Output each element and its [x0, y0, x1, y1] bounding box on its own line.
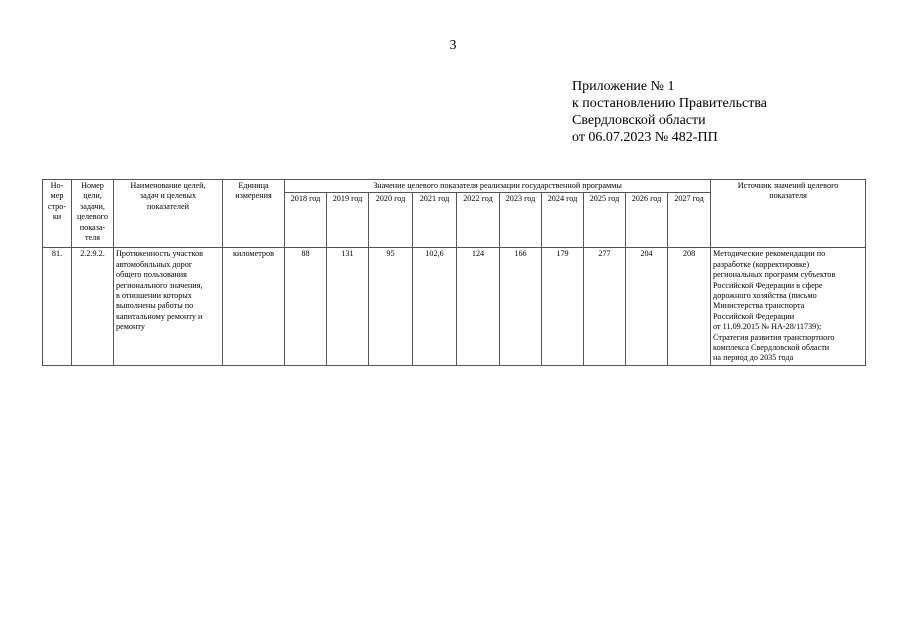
cell-text: дорожного хозяйства (письмо [713, 291, 817, 301]
header-text: показа- [79, 222, 106, 232]
header-year: 2018 год [285, 193, 327, 248]
cell-text: регионального значения, [116, 280, 203, 290]
header-year: 2019 год [327, 193, 369, 248]
cell-value-2018: 88 [285, 248, 327, 365]
header-year: 2026 год [626, 193, 668, 248]
header-name [114, 180, 223, 248]
header-text: целевого [77, 212, 108, 222]
cell-text: автомобильных дорог [116, 259, 193, 269]
header-goal-number [72, 180, 114, 248]
header-text: задачи, [80, 201, 105, 211]
cell-text: в отношении которых [116, 291, 192, 301]
header-year: 2020 год [369, 193, 413, 248]
header-year: 2027 год [668, 193, 711, 248]
header-text: измерения [235, 191, 272, 201]
cell-text: Протяженность участков [116, 249, 204, 259]
header-text: цели, [83, 191, 102, 201]
cell-text: выполнены работы по [116, 301, 194, 311]
cell-text: региональных программ субъектов [713, 270, 836, 280]
cell-source [711, 248, 866, 365]
header-values-group: Значение целевого показателя реализации государственной программы [285, 180, 711, 193]
cell-text: общего пользования [116, 270, 187, 280]
page-number: 3 [449, 38, 457, 53]
cell-value-2020: 95 [369, 248, 413, 365]
appendix-line: от 06.07.2023 № 482-ПП [572, 130, 718, 145]
header-text: Наименование целей, [130, 181, 206, 190]
header-text: мер [50, 191, 64, 201]
header-text: Но- [50, 181, 64, 190]
cell-value-2023: 166 [500, 248, 542, 365]
header-text: задач и целевых [139, 191, 197, 201]
cell-text: на период до 2035 года [713, 353, 794, 363]
cell-name [114, 248, 223, 365]
header-source [711, 180, 866, 248]
cell-text: комплекса Свердловской области [713, 343, 830, 353]
cell-value-2019: 131 [327, 248, 369, 365]
appendix-header [572, 78, 767, 146]
cell-text: Министерства транспорта [713, 301, 805, 311]
cell-value-2026: 204 [626, 248, 668, 365]
appendix-line: к постановлению Правительства [572, 96, 768, 111]
header-text: Источник значений целевого [737, 181, 839, 190]
appendix-line: Свердловской области [572, 113, 706, 128]
cell-value-2021: 102,6 [413, 248, 457, 365]
header-unit [223, 180, 285, 248]
cell-row-number: 81. [43, 248, 72, 365]
cell-text: от 11.09.2015 № НА-28/11739); [713, 322, 822, 332]
header-text: ки [52, 212, 62, 222]
cell-text: Методические рекомендации по [713, 249, 826, 259]
cell-goal-number: 2.2.9.2. [72, 248, 114, 365]
cell-value-2027: 208 [668, 248, 711, 365]
cell-text: ремонту [116, 322, 145, 332]
header-row-number [43, 180, 72, 248]
appendix-line: Приложение № 1 [572, 79, 675, 94]
header-year: 2023 год [500, 193, 542, 248]
table-header-row [43, 180, 866, 193]
table-row [43, 248, 866, 365]
header-text: стро- [47, 201, 67, 211]
cell-value-2022: 124 [457, 248, 500, 365]
cell-unit: километров [223, 248, 285, 365]
cell-value-2024: 179 [542, 248, 584, 365]
header-year: 2022 год [457, 193, 500, 248]
cell-text: Российской Федерации в сфере [713, 280, 823, 290]
header-year: 2025 год [584, 193, 626, 248]
cell-value-2025: 277 [584, 248, 626, 365]
cell-text: Стратегия развития транспортного [713, 332, 835, 342]
header-text: Единица [238, 181, 269, 190]
target-indicators-table [42, 179, 866, 366]
header-text: теля [84, 233, 101, 243]
header-text: показателей [147, 201, 189, 211]
header-text: показателя [769, 191, 807, 201]
header-year: 2024 год [542, 193, 584, 248]
cell-text: Российской Федерации [713, 311, 795, 321]
header-year: 2021 год [413, 193, 457, 248]
cell-text: разработке (корректировке) [713, 259, 810, 269]
cell-text: капитальному ремонту и [116, 311, 203, 321]
header-text: Номер [81, 181, 104, 190]
